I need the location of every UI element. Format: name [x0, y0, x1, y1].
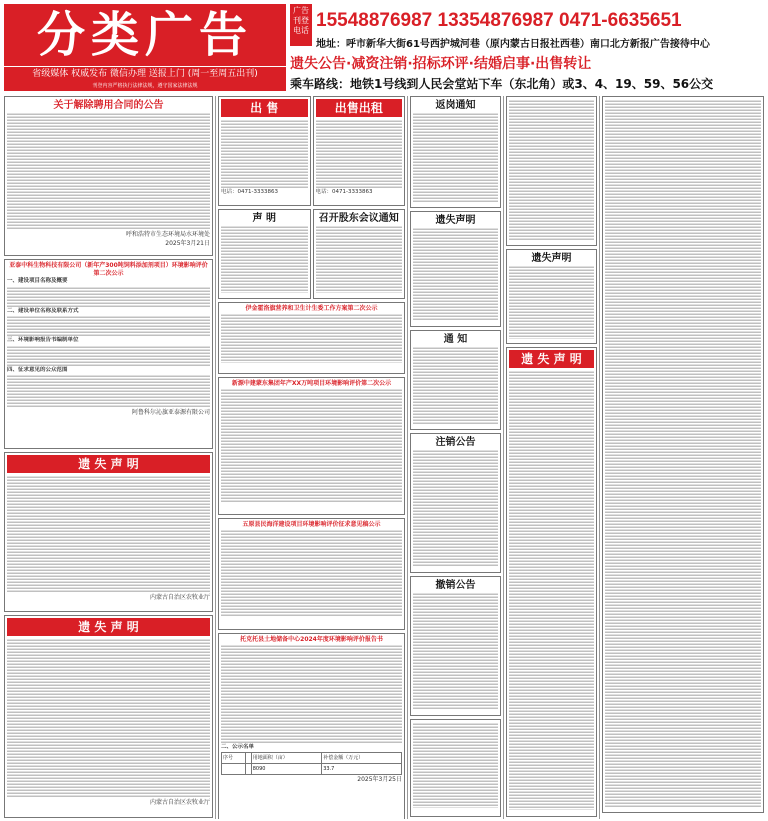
ad-body	[605, 99, 761, 808]
ad-sign: 内蒙古自治区农牧业厅	[149, 799, 210, 806]
ad-body	[221, 119, 308, 189]
ad-body	[413, 722, 498, 808]
ad-title: 关于解除聘用合同的公告	[53, 100, 164, 111]
ad-body	[413, 592, 498, 710]
table-cell: 8090	[251, 763, 322, 774]
ad-body	[509, 265, 594, 339]
ad-lost-5	[506, 347, 597, 817]
ad-body	[221, 388, 402, 502]
ad-body	[221, 225, 308, 293]
ad-env-2	[218, 302, 405, 374]
ad-title: 五原县民海洋建设项目环境影响评价征求意见稿公示	[242, 521, 381, 528]
ad-body	[413, 346, 498, 424]
ad-body	[7, 286, 210, 308]
service-list: 遗失公告·减资注销·招标环评·结婚启事·出售转让	[290, 56, 592, 72]
ad-title: 伊金霍洛旗营养和卫生计生委工作方案第二次公示	[245, 305, 378, 312]
ad-revocation	[410, 576, 501, 716]
ad-title: 通 知	[443, 334, 468, 345]
ad-section-label: 一、建设项目名称及概要	[7, 278, 68, 284]
ad-date: 2025年3月21日	[165, 240, 210, 247]
section-banner: 遗 失 声 明	[7, 455, 210, 473]
ad-body	[316, 225, 403, 293]
ad-cancellation	[410, 433, 501, 573]
logo: 分类广告	[4, 4, 286, 66]
section-banner: 遗 失 声 明	[7, 618, 210, 636]
ad-env-4	[218, 518, 405, 630]
ad-title: 撤销公告	[435, 580, 476, 591]
column-5	[600, 96, 766, 819]
table-title: 二、公示名单	[221, 744, 255, 750]
ad-body	[509, 99, 594, 241]
ad-phone: 电话：0471-3333863	[315, 189, 373, 195]
ad-sale-rent	[313, 96, 406, 206]
ad-lost-4	[506, 249, 597, 344]
section-banner: 出 售	[221, 99, 308, 117]
ad-env-notice	[4, 259, 213, 449]
hotline-label: 广告刊登电话	[290, 4, 312, 46]
ad-title: 托克托县土地储备中心2024年度环境影响评价报告书	[240, 636, 383, 643]
ad-section-label: 二、建设单位名称及联系方式	[7, 307, 79, 314]
table-cell: 33.7	[322, 763, 402, 774]
ad-body	[413, 227, 498, 321]
ad-sale	[218, 96, 311, 206]
ad-shareholder-meeting	[313, 209, 406, 299]
ad-sign: 内蒙古自治区农牧业厅	[149, 594, 210, 601]
ad-title: 遗失声明	[531, 253, 572, 264]
address: 地址：呼市新华大街61号西护城河巷（原内蒙古日报社西巷）南口北方新报广告接待中心	[316, 39, 710, 50]
ad-body	[7, 112, 210, 230]
ad-title: 返岗通知	[435, 100, 476, 111]
ad-land-reserve	[218, 633, 405, 819]
ad-body	[413, 449, 498, 567]
column-3	[408, 96, 504, 819]
ad-notice	[410, 330, 501, 430]
ad-dismissal-notice	[4, 96, 213, 256]
phone-numbers: 15548876987 13354876987 0471-6635651	[316, 10, 682, 31]
ad-title: 遗失声明	[435, 215, 476, 226]
sale-section	[218, 96, 405, 209]
table-header: 序号	[222, 752, 246, 763]
ad-title: 亚泰中科生物科技有限公司（新年产300吨饲料添加剂项目）环境影响评价第二次公示	[9, 262, 208, 277]
ad-body	[221, 529, 402, 617]
table-cell	[222, 763, 246, 774]
ad-env-5	[410, 719, 501, 817]
ad-body	[509, 370, 594, 810]
ad-lost-statement-1	[4, 452, 213, 612]
slogan: 省级媒体 权威发布 微信办理 送报上门 (周一至周五出刊)	[4, 66, 286, 81]
section-banner: 遗 失 声 明	[509, 350, 594, 368]
ad-title: 声 明	[252, 213, 276, 224]
ads-content	[2, 96, 766, 819]
ad-body	[316, 119, 403, 189]
ad-sign: 呼和浩特市生态环境局水环境处	[125, 231, 210, 238]
route-info: 乘车路线：地铁1号线到人民会堂站下车（东北角）或3、4、19、59、56公交	[290, 77, 714, 91]
ad-body	[7, 345, 210, 367]
decl-section	[218, 209, 405, 302]
ad-section-label: 四、征求意见的公众范围	[7, 366, 68, 373]
ad-lost-list	[602, 96, 764, 813]
compensation-table	[221, 752, 402, 775]
ad-body	[7, 638, 210, 798]
ad-lost-3	[410, 211, 501, 327]
ad-body	[221, 644, 402, 744]
ad-title: 新源中建蒙东集团年产XX万吨项目环境影响评价第二次公示	[231, 380, 392, 387]
ad-title: 召开股东会议通知	[318, 213, 399, 224]
ad-date: 2025年3月25日	[357, 775, 402, 783]
ad-title: 注销公告	[435, 437, 476, 448]
column-1	[2, 96, 216, 819]
ad-misc-1	[506, 96, 597, 246]
ad-body	[7, 475, 210, 593]
ad-return-notice	[410, 96, 501, 208]
table-header: 补偿金额（万元）	[322, 752, 402, 763]
ad-body	[7, 374, 210, 408]
ad-body	[7, 315, 210, 337]
ad-phone: 电话：0471-3333863	[221, 189, 278, 195]
section-banner: 出售出租	[316, 99, 403, 117]
table-header: 用地面积（亩）	[251, 752, 322, 763]
ad-declaration	[218, 209, 311, 299]
subline: 刊登内容严格执行法律法规，遵守国家法律法规	[4, 81, 286, 91]
ad-lost-statement-2	[4, 615, 213, 818]
ad-body	[413, 112, 498, 202]
column-2	[216, 96, 408, 819]
ad-section-label: 三、环境影响报告书编制单位	[7, 337, 79, 343]
ad-body	[221, 313, 402, 363]
ad-sign: 阿鲁科尔沁旗亚泰源有限公司	[131, 409, 210, 416]
page-header	[0, 0, 768, 95]
column-4	[504, 96, 600, 819]
ad-env-3	[218, 377, 405, 515]
